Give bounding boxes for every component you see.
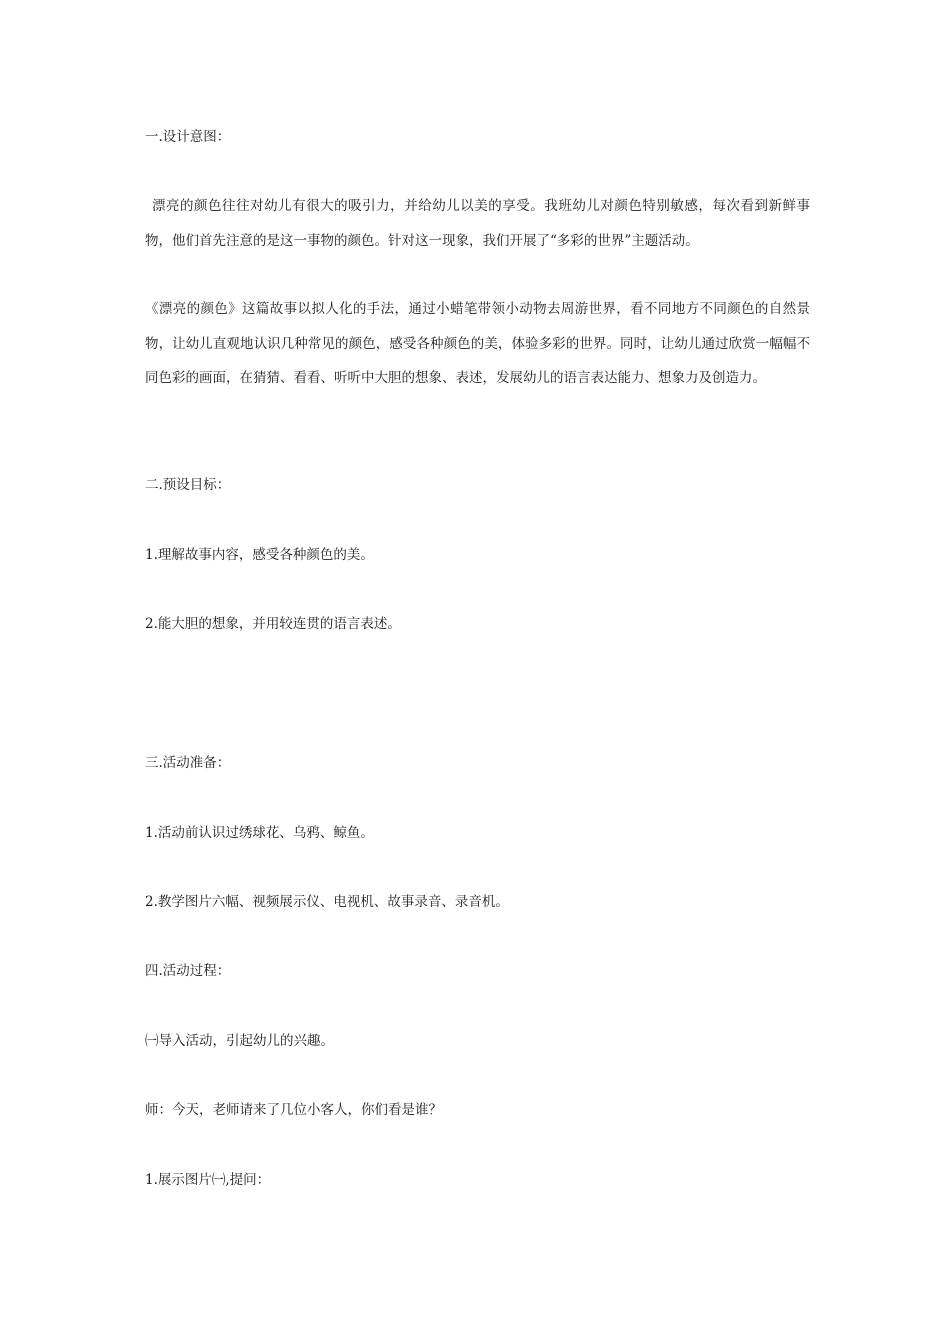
section-heading-preparation: 三.活动准备：: [145, 755, 231, 771]
story-paragraph: 《漂亮的颜色》这篇故事以拟人化的手法，通过小蜡笔带领小动物去周游世界，看不同地方不同颜色的自然景物，让幼儿直观地认识几种常见的颜色，感受各种颜色的美，体验多彩的世界。同时，让幼儿通过欣赏一幅幅不同色彩的画面，在猜猜、看看、听听中大胆的想象、表述，发展幼儿的语言表达能力、想象力及创造力。: [145, 301, 810, 386]
show-picture-step: 1.展示图片㈠,提问：: [145, 1172, 271, 1188]
process-step-1: ㈠导入活动，引起幼儿的兴趣。: [145, 1033, 334, 1049]
section-heading-goals: 二.预设目标：: [145, 477, 231, 493]
intro-paragraph: 漂亮的颜色往往对幼儿有很大的吸引力，并给幼儿以美的享受。我班幼儿对颜色特别敏感，每次看到新鲜事物，他们首先注意的是这一事物的颜色。针对这一现象，我们开展了“多彩的世界”主题活动。: [145, 198, 810, 249]
section-heading-design-intent: 一.设计意图：: [145, 129, 231, 145]
section-heading-process: 四.活动过程：: [145, 963, 231, 979]
prep-item-2: 2.教学图片六幅、视频展示仪、电视机、故事录音、录音机。: [145, 894, 509, 910]
prep-item-1: 1.活动前认识过绣球花、乌鸦、鲸鱼。: [145, 825, 374, 841]
goal-item-2: 2.能大胆的想象，并用较连贯的语言表述。: [145, 616, 401, 632]
goal-item-1: 1.理解故事内容，感受各种颜色的美。: [145, 547, 374, 563]
teacher-dialogue: 师：今天，老师请来了几位小客人，你们看是谁？: [145, 1102, 442, 1118]
